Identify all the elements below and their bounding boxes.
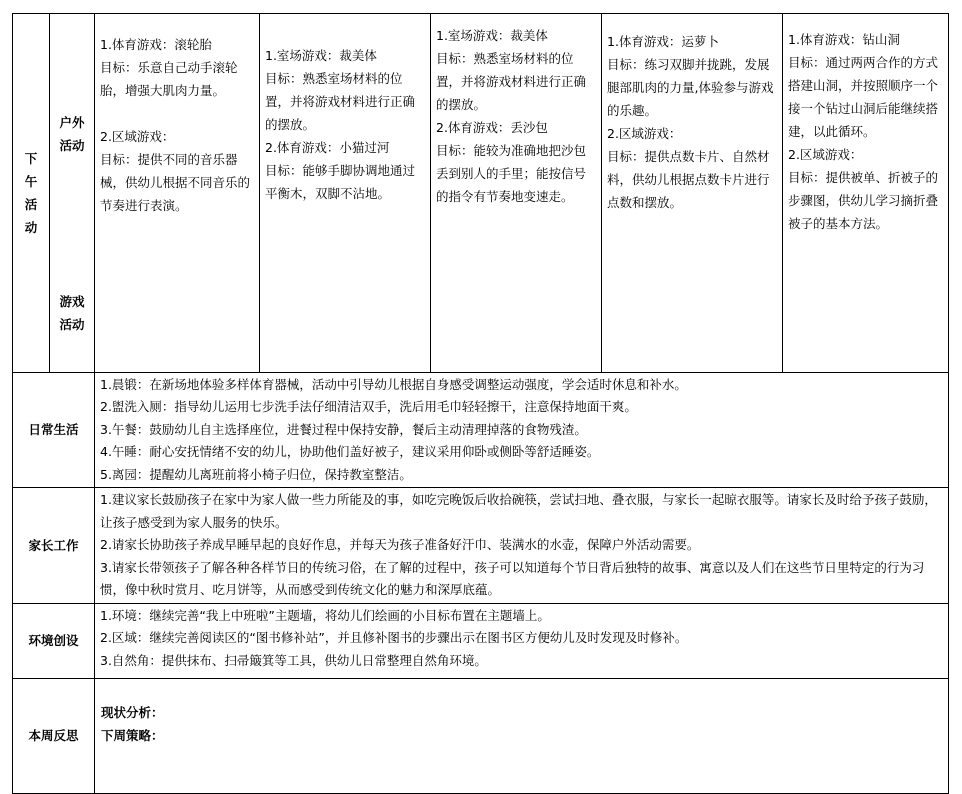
afternoon-day-3: 1.室场游戏：裁美体 目标：熟悉室场材料的位置，并将游戏材料进行正确的摆放。 2.体育游戏：丢沙包 目标：能较为准确地把沙包丢到别人的手里；能按信号的指令有节奏地变速走。 (431, 14, 602, 373)
list-item: 5.离园：提醒幼儿离班前将小椅子归位，保持教室整洁。 (100, 466, 412, 482)
daily-life-row (13, 372, 949, 488)
list-item: 1.建议家长鼓励孩子在家中为家人做一些力所能及的事，如吃完晚饭后收拾碗筷，尝试扫地、叠衣服，与家长一起晾衣服等。请家长及时给予孩子鼓励，让孩子感受到为家人服务的快乐。 (100, 492, 937, 530)
next-week-strategy-label: 下周策略： (101, 727, 164, 743)
afternoon-day-1: 1.体育游戏：滚轮胎 目标：乐意自己动手滚轮胎，增强大肌肉力量。 2.区域游戏： 目标：提供不同的音乐器械，供幼儿根据不同音乐的节奏进行表演。 (95, 14, 260, 373)
list-item: 3.请家长带领孩子了解各种各样节日的传统习俗，在了解的过程中，孩子可以知道每个节日背后独特的故事、寓意以及人们在这些节日里特定的行为习惯，像中秋时赏月、吃月饼等，从而感受到传统文化的魅力和深厚底蕴。 (100, 559, 925, 597)
list-item: 4.午睡：耐心安抚情绪不安的幼儿，协助他们盖好被子，建议采用仰卧或侧卧等舒适睡姿。 (100, 444, 600, 459)
environment-row (13, 603, 949, 678)
daily-life-content (95, 372, 949, 488)
afternoon-day-4: 1.体育游戏：运萝卜 目标：练习双脚并拢跳，发展腿部肌肉的力量,体验参与游戏的乐趣。 2.区域游戏： 目标：提供点数卡片、自然材料，供幼儿根据点数卡片进行点数和摆放。 (602, 14, 783, 373)
game-activity-label: 游戏活动 (50, 254, 95, 373)
list-item: 3.自然角：提供抹布、扫帚簸箕等工具，供幼儿日常整理自然角环境。 (100, 652, 487, 668)
parent-work-row (13, 488, 949, 604)
afternoon-day-2: 1.室场游戏：裁美体 目标：熟悉室场材料的位置，并将游戏材料进行正确的摆放。 2.体育游戏：小猫过河 目标：能够手脚协调地通过平衡木，双脚不沾地。 (260, 14, 431, 373)
list-item: 2.盥洗入厕：指导幼儿运用七步洗手法仔细清洁双手，洗后用毛巾轻轻擦干，注意保持地面干爽。 (100, 399, 637, 414)
afternoon-day-5: 1.体育游戏：钻山洞 目标：通过两两合作的方式搭建山洞，并按照顺序一个接一个钻过山洞后能继续搭建，以此循环。 2.区域游戏： 目标：提供被单、折被子的步骤图，供幼儿学习摘折叠被子的基本方法。 (783, 14, 949, 373)
reflection-label: 本周反思 (13, 678, 95, 793)
environment-label: 环境创设 (13, 603, 95, 678)
list-item: 3.午餐：鼓励幼儿自主选择座位，进餐过程中保持安静，餐后主动清理掉落的食物残渣。 (100, 421, 587, 437)
parent-work-label: 家长工作 (13, 488, 95, 604)
reflection-row (13, 678, 949, 793)
afternoon-row (13, 14, 949, 254)
list-item: 1.晨锻：在新场地体验多样体育器械，活动中引导幼儿根据自身感受调整运动强度，学会适时休息和补水。 (100, 376, 687, 392)
list-item: 2.请家长协助孩子养成早睡早起的良好作息，并每天为孩子准备好汗巾、装满水的水壶，保障户外活动需要。 (100, 537, 700, 552)
weekly-plan-table (12, 13, 949, 794)
parent-work-content (95, 488, 949, 604)
list-item: 2.区域：继续完善阅读区的“图书修补站”，并且修补图书的步骤出示在图书区方便幼儿及时发现及时修补。 (100, 630, 688, 645)
afternoon-label: 下 午 活 动 (13, 14, 50, 373)
status-analysis-label: 现状分析： (101, 704, 164, 720)
list-item: 1.环境：继续完善“我上中班啦”主题墙，将幼儿们绘画的小目标布置在主题墙上。 (100, 607, 550, 623)
environment-content (95, 603, 949, 678)
outdoor-activity-label: 户外活动 (50, 14, 95, 254)
reflection-content (95, 678, 949, 793)
daily-life-label: 日常生活 (13, 372, 95, 488)
